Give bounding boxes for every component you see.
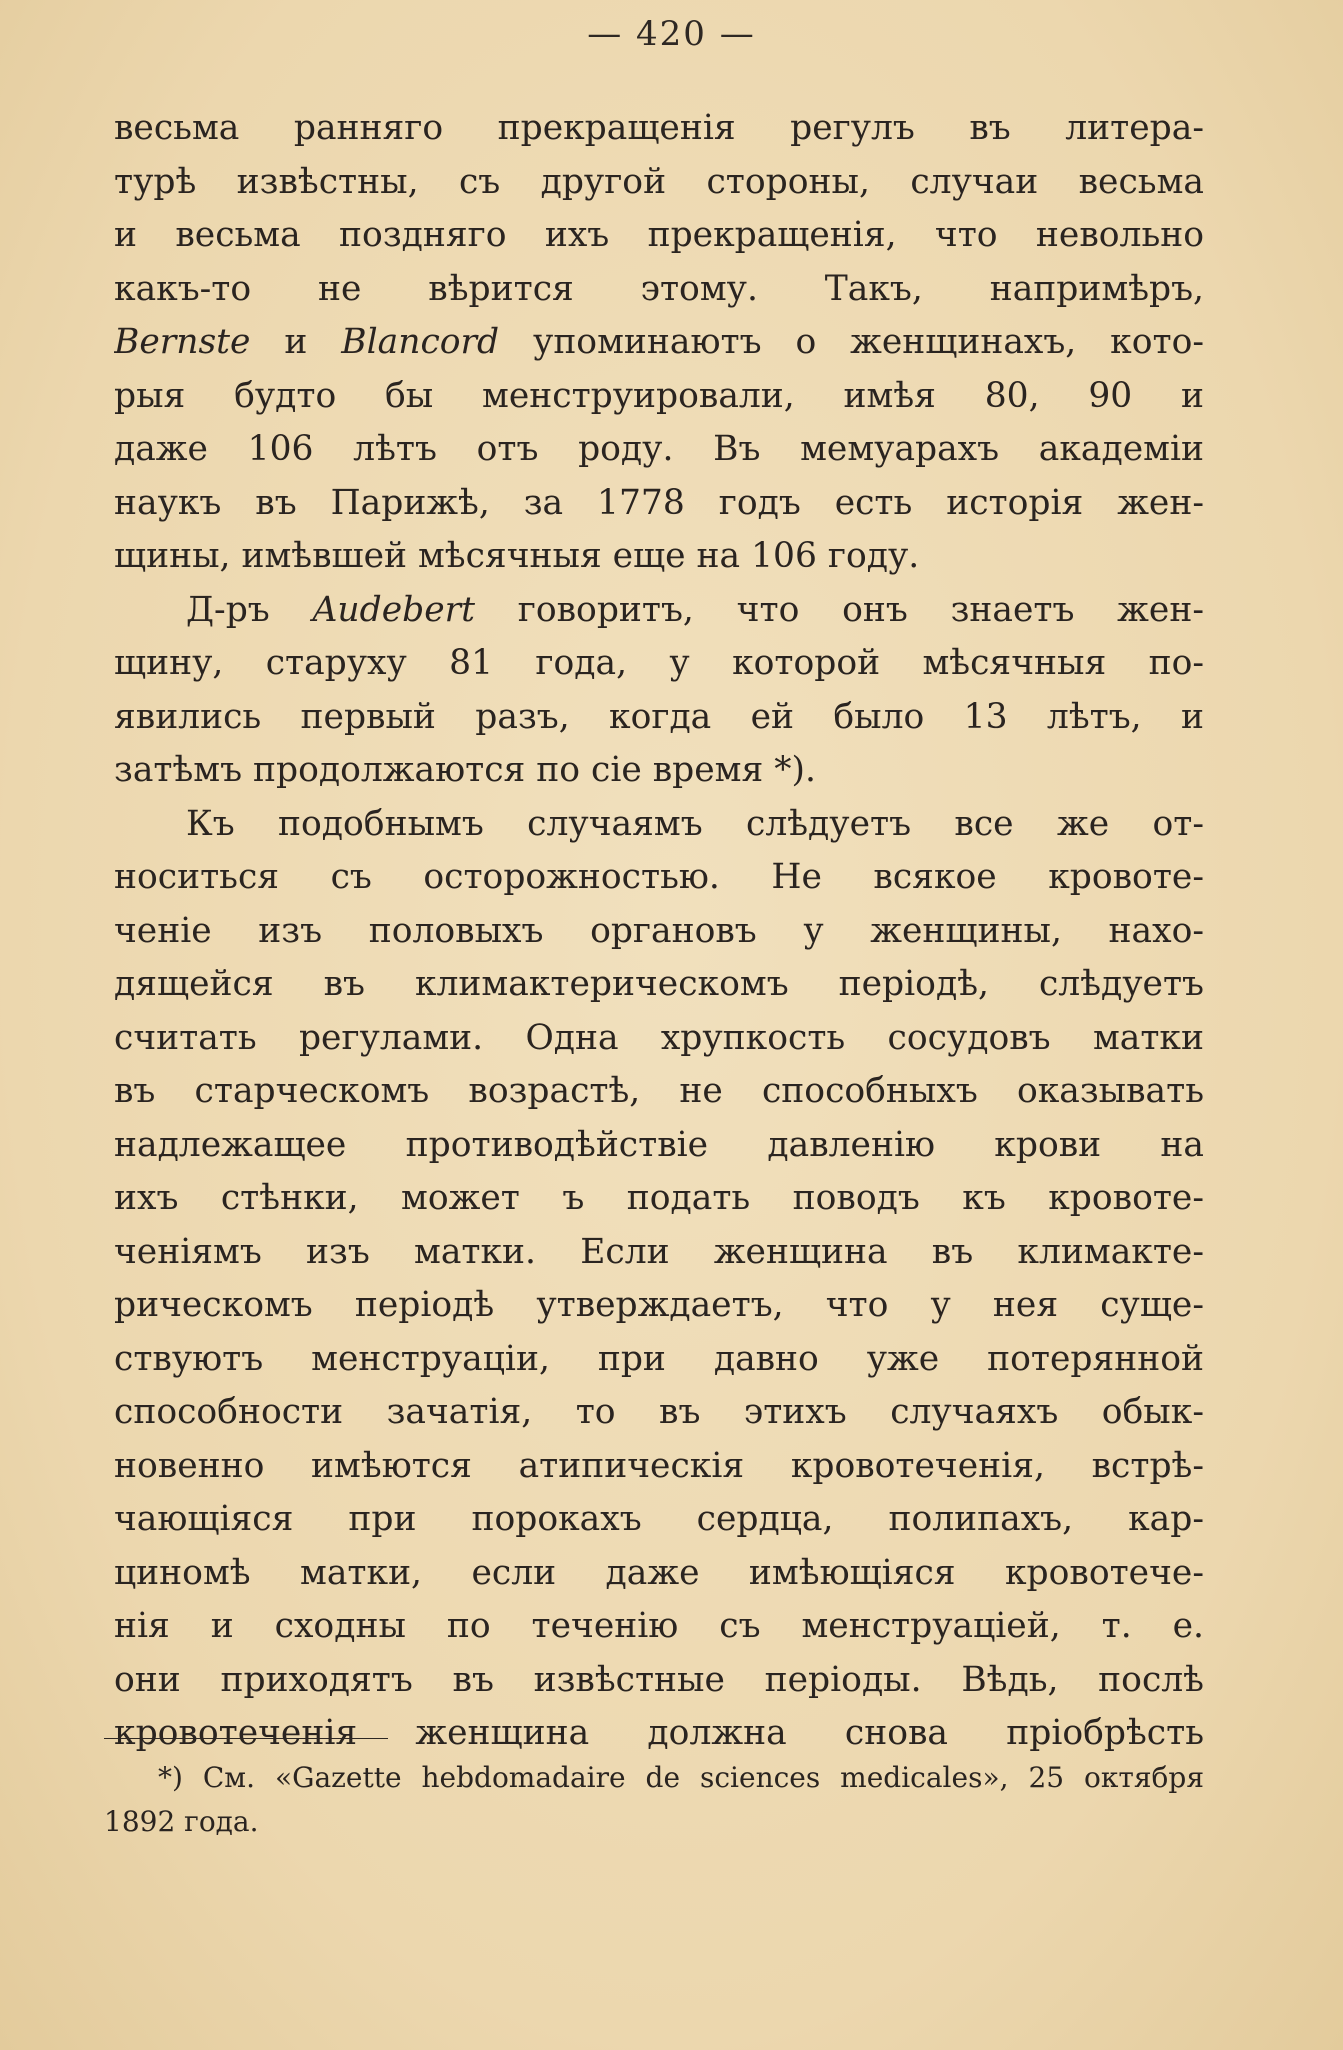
text-line: рыя будто бы менструировали, имѣя 80, 90 и bbox=[114, 375, 1204, 416]
text-line: и весьма поздняго ихъ прекращенія, что невольно bbox=[114, 215, 1204, 255]
text-fragment: Д-ръ bbox=[186, 589, 313, 630]
text-line bbox=[114, 316, 1204, 370]
author-name: Audebert bbox=[312, 589, 476, 630]
text-fragment: и bbox=[250, 322, 342, 362]
text-line: ствуютъ менструаціи, при давно уже потерянной bbox=[114, 1338, 1204, 1379]
body-text bbox=[114, 102, 1204, 1761]
author-name: Bernste bbox=[114, 322, 251, 362]
text-line: носиться съ осторожностью. Не всякое кровоте- bbox=[114, 857, 1204, 897]
text-line: въ старческомъ возрастѣ, не способныхъ оказывать bbox=[114, 1071, 1204, 1111]
author-name: Blancord bbox=[341, 322, 500, 362]
page-number: — 420 — bbox=[587, 14, 756, 54]
text-line: новенно имѣются атипическія кровотеченія, встрѣ- bbox=[114, 1445, 1204, 1486]
text-line: Къ подобнымъ случаямъ слѣдуетъ все же от- bbox=[186, 803, 1204, 844]
text-line: нія и сходны по теченію съ менструаціей, т. е. bbox=[114, 1606, 1204, 1646]
text-line: щину, старуху 81 года, у которой мѣсячныя по- bbox=[114, 643, 1204, 683]
text-line bbox=[114, 584, 1204, 638]
text-line: явились первый разъ, когда ей было 13 лѣтъ, и bbox=[114, 696, 1204, 737]
text-line: считать регулами. Одна хрупкость сосудовъ матки bbox=[114, 1017, 1204, 1058]
footnote bbox=[104, 1756, 1204, 1844]
text-line: кровотеченія женщина должна снова пріобрѣсть bbox=[114, 1713, 1204, 1753]
text-fragment: упоминаютъ о женщинахъ, кото- bbox=[499, 322, 1204, 362]
text-line: турѣ извѣстны, съ другой стороны, случаи весьма bbox=[114, 161, 1204, 202]
text-line: надлежащее противодѣйствіе давленію крови на bbox=[114, 1124, 1204, 1165]
text-line: циномѣ матки, если даже имѣющіяся кровотече- bbox=[114, 1552, 1204, 1593]
text-fragment: говоритъ, что онъ знаетъ жен- bbox=[475, 589, 1204, 630]
text-line: способности зачатія, то въ этихъ случаяхъ обык- bbox=[114, 1392, 1204, 1432]
text-line: затѣмъ продолжаются по сіе время *). bbox=[114, 750, 816, 790]
footnote-line: 1892 года. bbox=[104, 1805, 259, 1838]
text-line: щины, имѣвшей мѣсячныя еще на 106 году. bbox=[114, 536, 920, 576]
text-line: рическомъ періодѣ утверждаетъ, что у нея суще- bbox=[114, 1285, 1204, 1325]
text-line: весьма ранняго прекращенія регулъ въ литера- bbox=[114, 108, 1204, 148]
text-line: наукъ въ Парижѣ, за 1778 годъ есть исторія жен- bbox=[114, 482, 1204, 523]
text-line: какъ-то не вѣрится этому. Такъ, напримѣръ, bbox=[114, 268, 1204, 309]
footnote-line: *) См. «Gazette hebdomadaire de sciences medicales», 25 октября bbox=[158, 1761, 1204, 1794]
text-line: они приходятъ въ извѣстные періоды. Вѣдь, послѣ bbox=[114, 1659, 1204, 1700]
text-line: ченіе изъ половыхъ органовъ у женщины, нахо- bbox=[114, 910, 1204, 951]
footnote-divider bbox=[104, 1738, 388, 1739]
text-line: ихъ стѣнки, может ъ подать поводъ къ кровоте- bbox=[114, 1178, 1204, 1218]
text-line: ченіямъ изъ матки. Если женщина въ климакте- bbox=[114, 1231, 1204, 1272]
text-line: чающіяся при порокахъ сердца, полипахъ, кар- bbox=[114, 1499, 1204, 1539]
text-line: дящейся въ климактерическомъ періодѣ, слѣдуетъ bbox=[114, 964, 1204, 1004]
text-line: даже 106 лѣтъ отъ роду. Въ мемуарахъ академіи bbox=[114, 429, 1204, 469]
